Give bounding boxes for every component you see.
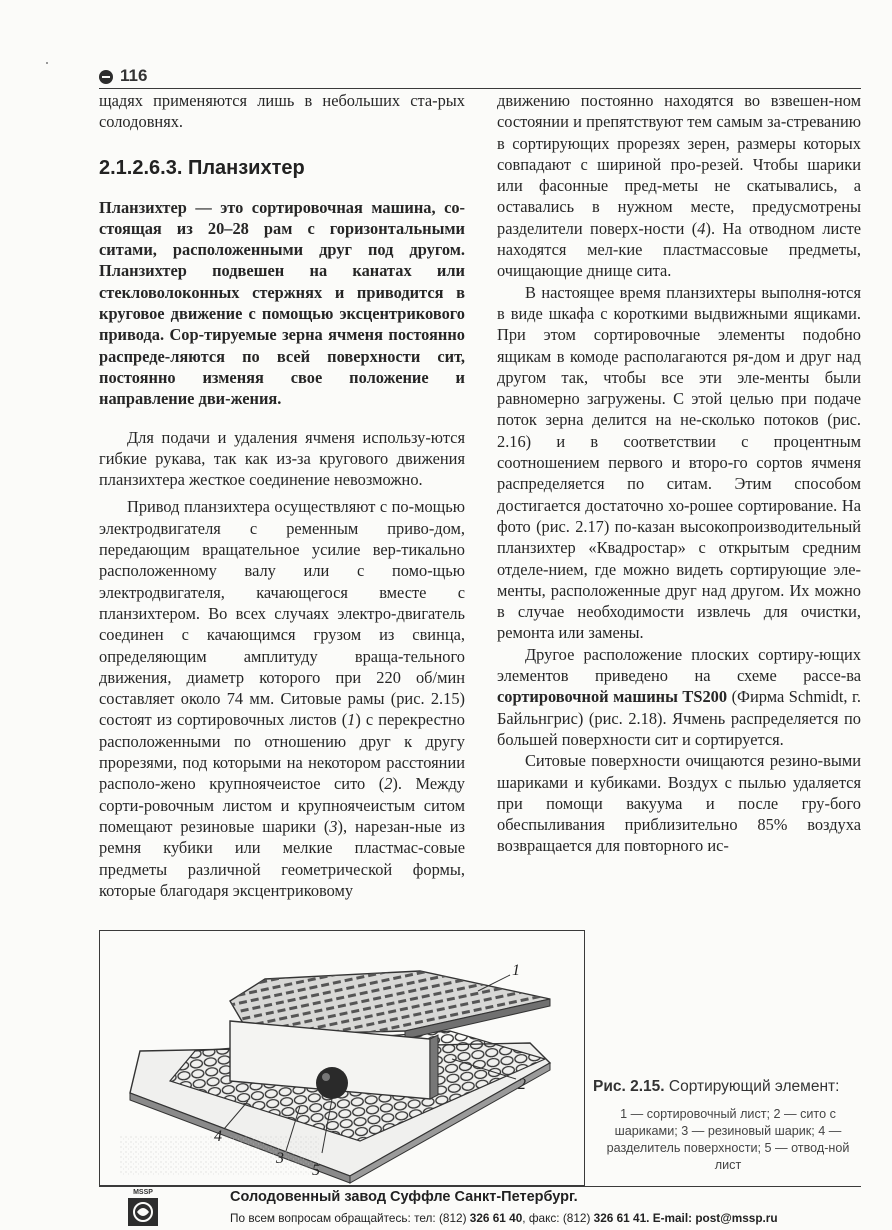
caption-title — [593, 1077, 863, 1097]
rubber-ball — [316, 1067, 348, 1099]
page-number: 116 — [120, 66, 148, 85]
email-address: post@mssp.ru — [695, 1211, 778, 1225]
paragraph: В настоящее время планзихтеры выполня-ются в виде шкафа с короткими выдвижными ящиками. При этом сортировочные элементы подобно ящикам в комоде располагаются ря-дом и друг над другом так, чтобы все эти эле-менты были равномерно загружены. С этой целью при подаче поток зерна делится на не-сколько потоков (рис. 2.16) и в соответствии с процентным соотношением первого и второ-го сортов ячменя распределяется по ситам. Этим способом достигается достаточно хо-рошее сортирование. На фото (рис. 2.17) по-казан высокопроизводительный планзихтер «Квадростар» с открытым средним отделе-нием, где можно видеть сортирующие эле-менты, расположенные друг над другом. Их можно в случае необходимости извлечь для очистки, ремонта или замены. — [497, 282, 861, 643]
page-marker-icon — [99, 70, 113, 84]
text-run: . E-mail: — [646, 1211, 696, 1225]
footer-contacts — [230, 1211, 778, 1225]
text-run: ) с перекрестно расположенными по отношению друг к другу прорезями, под которыми на некотором расстоянии располо-жено крупноячеистое сито ( — [99, 710, 465, 794]
scan-speck — [46, 62, 48, 64]
paragraph: щадях применяются лишь в небольших ста-рых солодовнях. — [99, 91, 465, 132]
lead-paragraph: Планзихтер — это сортировочная машина, со-стоящая из 20–28 рам с горизонтальными ситами, расположенными друг под другом. Планзихтер подвешен на канатах или стекловолоконных стержнях и приводится в круговое движение с помощью эксцентрикового привода. Сор-тируемые зерна ячменя постоянно распреде-ляются по всей поверхности сит, постоянно изменяя свое положение и направление дви-жения. — [99, 197, 465, 409]
text-run: движению постоянно находятся во взвешен-ном состоянии и препятствуют тем самым за-стреванию в сортирующих прорезях зерен, размеры которых совпадают с шириной про-резей. Чтобы шарики или фасонные пред-меты не скатывались, а оставались в нужном месте, предусмотрены разделители поверх-ности ( — [497, 91, 861, 238]
text-run: (Фирма Schmidt, г. Байльнгрис) (рис. 2.18). Ячмень распределяется по большей поверхности сит и сортируется. — [497, 687, 861, 749]
figure-caption — [593, 1077, 863, 1174]
left-column — [99, 90, 465, 901]
paragraph — [497, 644, 861, 750]
footer-rule — [99, 1186, 861, 1187]
text-run: ), нарезан-ные из ремня кубики или мелкие пластмас-совые предметы различной геометрической формы, которые благодаря эксцентриковому — [99, 816, 465, 900]
paragraph: Ситовые поверхности очищаются резино-выми шариками и кубиками. Воздух с пылью удаляется при помощи вакуума и после гру-бого обеспыливания приблизительно 85% воздуха возвращается для повторного ис- — [497, 751, 861, 856]
machine-name: сортировочной машины TS200 — [497, 687, 728, 707]
figure-label: 3 — [276, 1150, 284, 1167]
footer-company: Солодовенный завод Суффле Санкт-Петербург. — [230, 1189, 578, 1205]
paragraph: Для подачи и удаления ячменя использу-ются гибкие рукава, так как из-за кругового движения планзихтера жесткое соединение невозможно. — [99, 427, 465, 490]
right-column — [497, 90, 861, 857]
figure-ref: 4 — [697, 218, 706, 238]
figure-label: 5 — [312, 1162, 320, 1179]
text-run: Привод планзихтера осуществляют с по-мощью электродвигателя с ременным приво-дом, передающим вращательное усилие вер-тикально расположенному валу или с помо-щью электродвигателя, качающегося вместе с планзихтером. Во всех случаях электро-двигатель соединен с качающимся грузом из свинца, определяющим амплитуду враща-тельного движения, диаметр которого при 220 об/мин составляет около 74 мм. Ситовые рамы (рис. 2.15) состоят из сортировочных листов ( — [99, 497, 465, 730]
figure-label: 2 — [518, 1076, 526, 1093]
figure-ref: 1 — [347, 710, 356, 730]
text-run: ). На отводном листе находятся мел-кие пластмассовые предметы, очищающие днище сита. — [497, 218, 862, 281]
logo-text: MSSP — [133, 1189, 153, 1196]
text-run: ). Между сорти-ровочным листом и крупноячеистым ситом помещают резиновые шарики ( — [99, 774, 466, 836]
fax-number: 326 61 41 — [593, 1211, 647, 1225]
page-header — [99, 66, 861, 89]
paragraph — [497, 90, 861, 282]
phone-number: 326 61 40 — [469, 1211, 523, 1225]
sorting-element-illustration — [100, 931, 584, 1185]
figure-label: 4 — [214, 1128, 222, 1145]
figure-ref: 2 — [384, 774, 393, 794]
text-run: По всем вопросам обращайтесь: тел: (812) — [230, 1211, 470, 1225]
figure-ref: 3 — [329, 816, 338, 836]
mssp-logo-icon — [120, 1187, 166, 1230]
section-heading: 2.1.2.6.3. Планзихтер — [99, 156, 305, 179]
text-run: , факс: (812) — [522, 1211, 594, 1225]
figure-2-15 — [99, 930, 585, 1186]
figure-label: 1 — [512, 962, 520, 979]
text-run: Другое расположение плоских сортиру-ющих элементов приведено на схеме рассе-ва — [497, 644, 861, 686]
caption-legend: 1 — сортировочный лист; 2 — сито с шариками; 3 — резиновый шарик; 4 — разделитель поверхности; 5 — отвод-ной лист — [606, 1107, 850, 1172]
paragraph — [99, 496, 465, 901]
caption-title-text: Сортирующий элемент: — [664, 1078, 840, 1095]
caption-figure-number: Рис. 2.15. — [593, 1078, 665, 1095]
